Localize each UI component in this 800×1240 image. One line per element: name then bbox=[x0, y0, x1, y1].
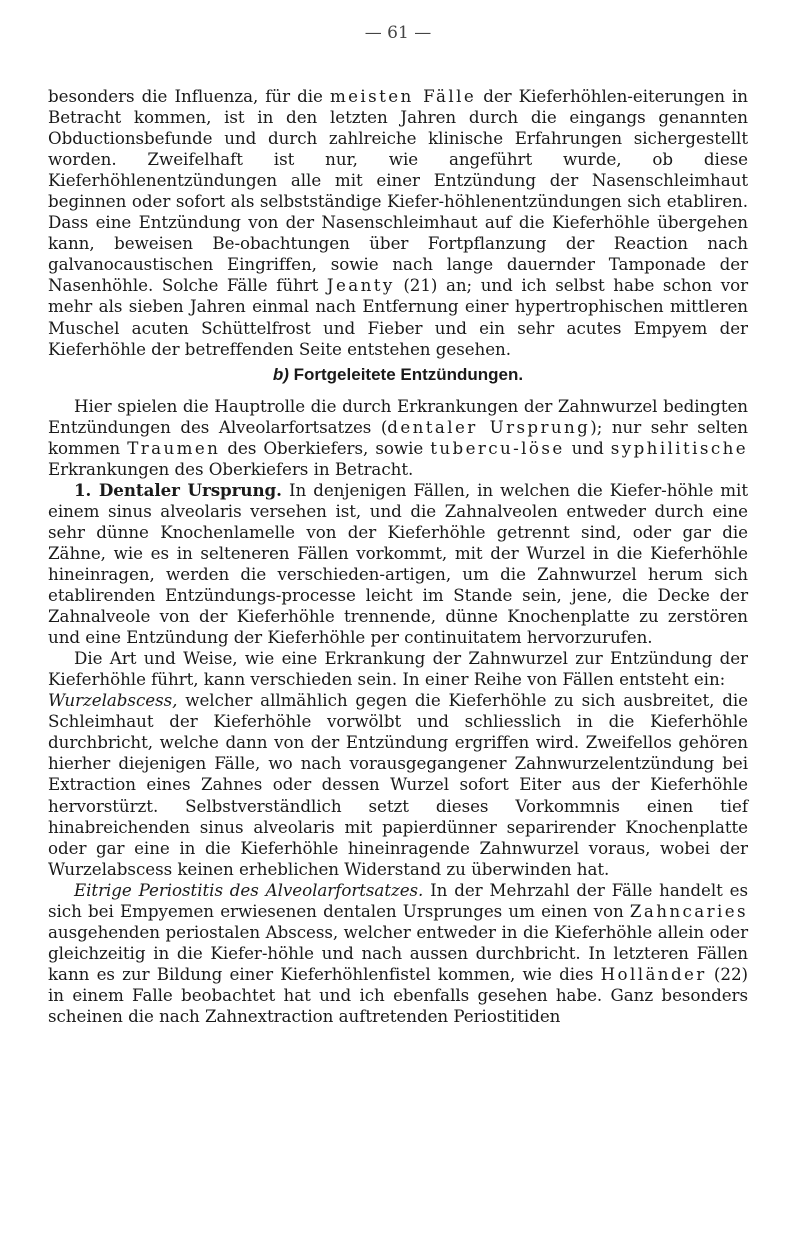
text-run: In der Mehrzahl der Fälle handelt es sich bei Empyemen erwiesenen dentalen Ursprunges um einen von bbox=[48, 879, 748, 921]
text-run: (21) an; und ich selbst habe schon vor mehr als sieben Jahren einmal nach Entfernung einer hypertrophischen mittleren Muschel acuten Schüttelfrost und Fieber und ein sehr acutes Empyem der Kieferhöhle der betreffenden Seite entstehen gesehen. bbox=[48, 275, 748, 359]
spaced-text: tubercu-löse bbox=[430, 437, 565, 458]
text-run: ausgehenden periostalen Abscess, welcher entweder in die Kieferhöhle allein oder gleichzeitig in die Kiefer-höhle und nach aussen durchbricht. In letzteren Fällen kann es zur Bildung einer Kieferhöhlenfistel kommen, wie dies bbox=[48, 921, 748, 984]
section-heading bbox=[48, 364, 748, 386]
page-number: — 61 — bbox=[364, 23, 432, 43]
spaced-text: Traumen bbox=[127, 437, 221, 458]
italic-term: Wurzelabscess, bbox=[48, 690, 178, 711]
text-run: (22) in einem Falle beobachtet hat und ich ebenfalls gesehen habe. Ganz besonders scheinen die nach Zahnextraction auftretenden Periostitiden bbox=[48, 963, 748, 1026]
paragraph-hauptrolle bbox=[48, 396, 748, 480]
text-run: In denjenigen Fällen, in welchen die Kiefer-höhle mit einem sinus alveolaris versehen ist, und die Zahnalveolen entweder durch eine sehr dünne Knochenlamelle von der Kieferhöhle getrennt sind, oder gar die Zähne, wie es in selteneren Fällen vorkommt, mit der Wurzel in die Kieferhöhle hineinragen, werden die verschieden-artigen, um die Zahnwurzel herum sich etablirenden Entzündungs-processe leicht im Stande sein, jene, die Decke der Zahnalveole von der Kieferhöhle trennende, dünne Knochenplatte zu zerstören und eine Entzündung der Kieferhöhle per continuitatem hervorzurufen. bbox=[48, 479, 748, 648]
subsection-title: 1. Dentaler Ursprung. bbox=[74, 479, 282, 500]
italic-term: Eitrige Periostitis des Alveolarfortsatzes. bbox=[74, 879, 424, 900]
spaced-text: meisten Fälle bbox=[329, 86, 477, 106]
text-run: Erkrankungen des Oberkiefers in Betracht. bbox=[48, 458, 414, 479]
text-run: ); nur sehr selten kommen bbox=[48, 416, 748, 458]
paragraph-art-und-weise bbox=[48, 648, 748, 690]
text-run: und bbox=[564, 437, 611, 458]
paragraph-dentaler-ursprung bbox=[48, 480, 748, 648]
paragraph-influenza bbox=[48, 86, 748, 360]
text-run: besonders die Influenza, für die bbox=[48, 86, 330, 106]
spaced-text: dentaler Ursprung bbox=[387, 416, 591, 437]
spaced-text: syphilitische bbox=[610, 437, 749, 458]
text-run: der Kieferhöhlen-eiterungen in Betracht kommen, ist in den letzten Jahren durch die eingangs genannten Obductionsbefunde und durch zahlreiche klinische Erfahrungen sichergestellt worden. Zweifelhaft ist nur, wie angeführt wurde, ob diese Kieferhöhlenentzündungen alle mit einer Entzündung der Nasenschleimhaut beginnen oder sofort als selbstständige Kiefer-höhlenentzündungen sich etabliren. Dass eine Entzündung von der Nasenschleimhaut auf die Kieferhöhle übergehen kann, beweisen Be-obachtungen über Fortpflanzung der Reaction nach galvanocaustischen Eingriffen, sowie nach lange dauernder Tamponade der Nasenhöhle. Solche Fälle führt bbox=[48, 86, 748, 296]
document-page bbox=[48, 20, 748, 1027]
author-name-jeanty: Jeanty bbox=[326, 275, 395, 296]
text-run: Hier spielen die Hauptrolle die durch Erkrankungen der Zahnwurzel bedingten Entzündungen des Alveolarfortsatzes ( bbox=[48, 395, 748, 437]
text-run: des Oberkiefers, sowie bbox=[220, 437, 431, 458]
text-run: Die Art und Weise, wie eine Erkrankung der Zahnwurzel zur Entzündung der Kieferhöhle führt, kann verschieden sein. In einer Reihe von Fällen entsteht ein: bbox=[48, 648, 748, 690]
spaced-text: Zahncaries bbox=[629, 900, 748, 921]
paragraph-wurzelabscess bbox=[48, 690, 748, 879]
author-name-hollaender: Holländer bbox=[600, 963, 707, 984]
section-title: Fortgeleitete Entzündungen. bbox=[288, 364, 524, 384]
section-label: b) bbox=[272, 364, 289, 384]
paragraph-periostitis bbox=[48, 880, 748, 1027]
text-run: welcher allmählich gegen die Kieferhöhle zu sich ausbreitet, die Schleimhaut der Kieferhöhle vorwölbt und schliesslich in die Kieferhöhle durchbricht, welche dann von der Entzündung ergriffen wird. Zweifellos gehören hierher diejenigen Fälle, wo nach vorausgegangener Zahnwurzelentzündung bei Extraction eines Zahnes oder dessen Wurzel sofort Eiter aus der Kieferhöhle hervorstürzt. Selbstverständlich setzt dieses Vorkommnis einen tief hinabreichenden sinus alveolaris mit papierdünner separirender Knochenplatte oder gar eine in die Kieferhöhle hineinragende Zahnwurzel voraus, wobei der Wurzelabscess keinen erheblichen Widerstand zu überwinden hat. bbox=[48, 690, 748, 879]
